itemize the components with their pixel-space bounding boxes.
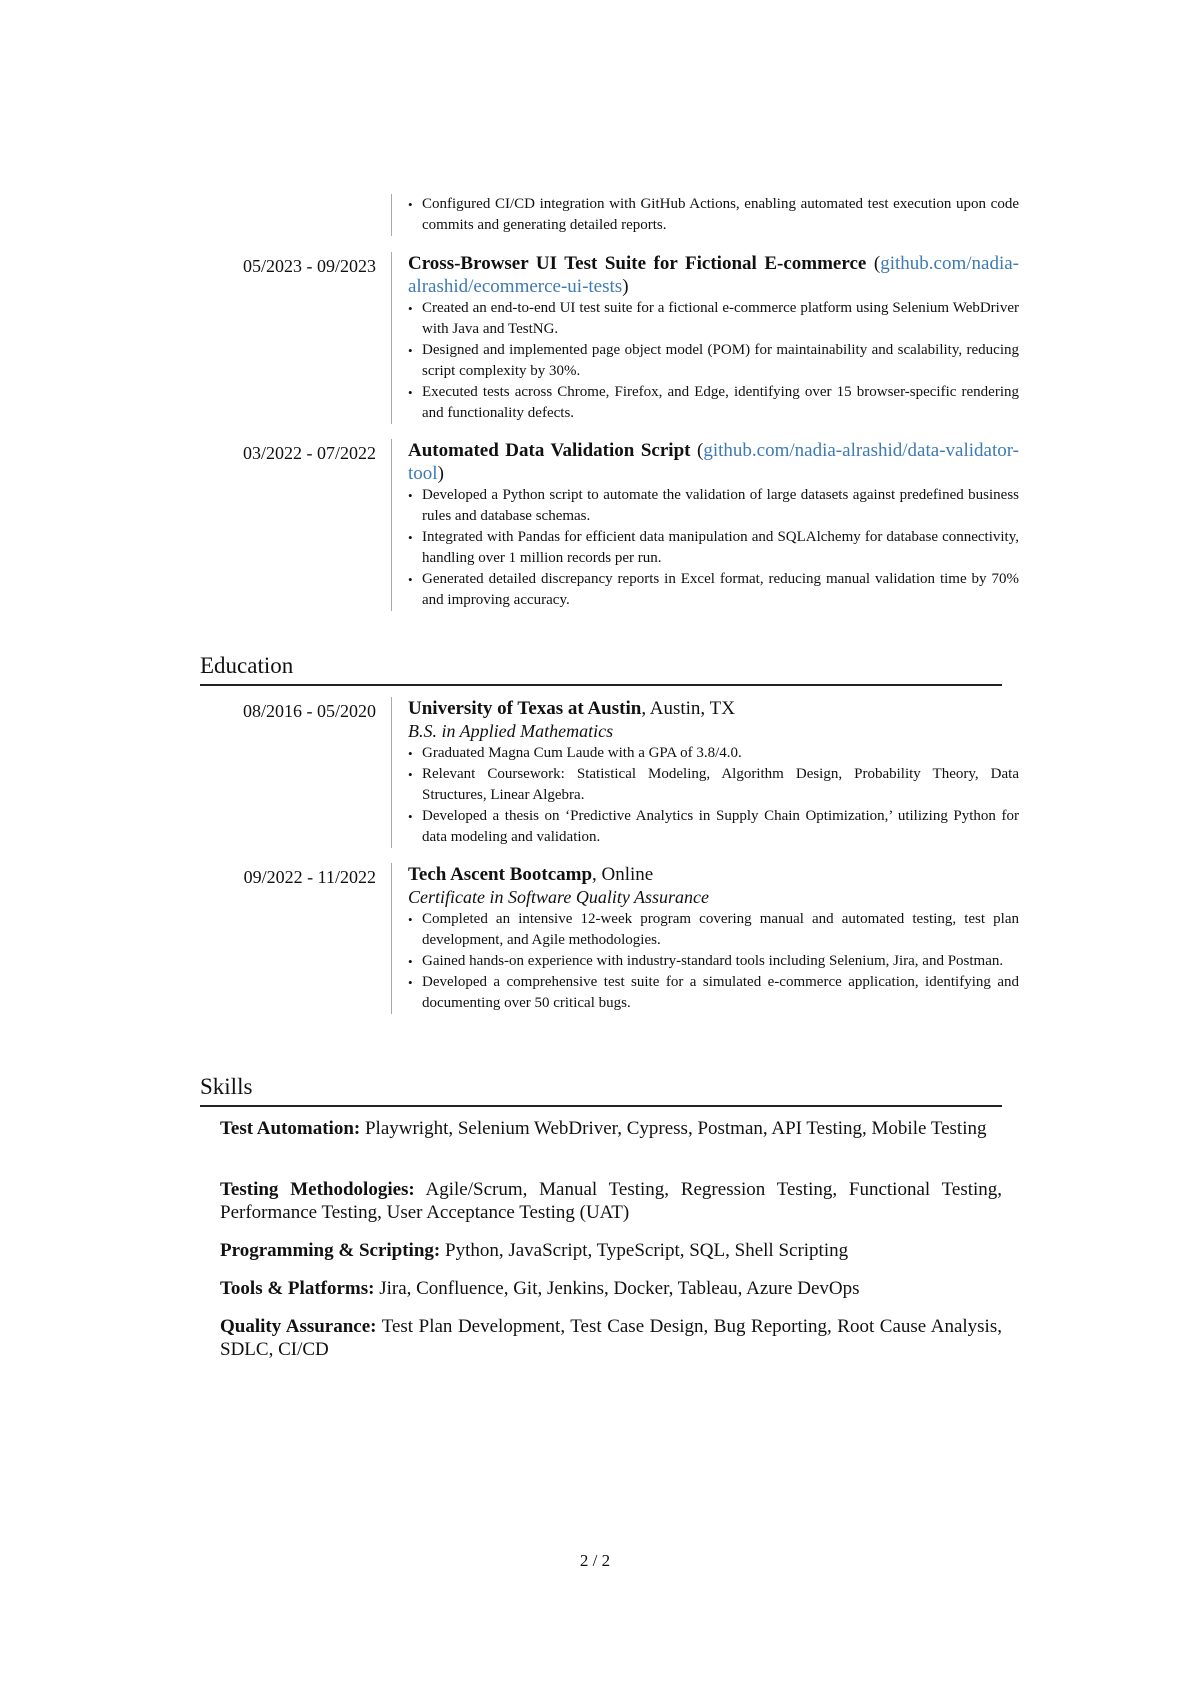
degree: B.S. in Applied Mathematics xyxy=(408,721,614,741)
education-body xyxy=(391,863,1019,1014)
project-body xyxy=(391,252,1019,424)
project-link-wrap: (github.com/nadia-alrashid/data-validator-tool) xyxy=(408,440,1020,484)
skill-value: Test Plan Development, Test Case Design, Bug Reporting, Root Cause Analysis, SDLC, CI/CD xyxy=(220,1316,1002,1360)
skill-label: Quality Assurance: xyxy=(220,1316,377,1337)
institution-location: , Online xyxy=(592,864,654,885)
degree: Certificate in Software Quality Assurance xyxy=(408,887,709,907)
project-body xyxy=(391,194,1019,236)
project-bullets xyxy=(408,298,1019,424)
institution-location: , Austin, TX xyxy=(641,698,735,719)
skill-row xyxy=(220,1315,1002,1361)
project-link[interactable]: github.com/nadia-alrashid/ecommerce-ui-tests xyxy=(408,253,1019,297)
institution-name: University of Texas at Austin xyxy=(408,698,642,719)
bullet-item: • Completed an intensive 12-week program covering manual and automated testing, test plan development, and Agile methodologies. xyxy=(408,909,1019,951)
project-link[interactable]: github.com/nadia-alrashid/data-validator-tool xyxy=(408,440,1020,484)
education-date: 08/2016 - 05/2020 xyxy=(243,701,376,721)
section-heading-skills: Skills xyxy=(200,1073,1002,1107)
skill-row xyxy=(220,1117,1002,1140)
project-date: 05/2023 - 09/2023 xyxy=(243,256,376,276)
skill-value: Agile/Scrum, Manual Testing, Regression Testing, Functional Testing, Performance Testing, User Acceptance Testing (UAT) xyxy=(220,1179,1003,1223)
page-number: 2 / 2 xyxy=(579,1551,611,1570)
project-title xyxy=(408,439,1019,485)
skill-value: Python, JavaScript, TypeScript, SQL, Shell Scripting xyxy=(445,1240,849,1261)
project-bullets xyxy=(408,194,1019,236)
skill-row xyxy=(220,1239,1002,1262)
project-body xyxy=(391,439,1019,611)
education-title xyxy=(408,863,1019,886)
education-title xyxy=(408,697,1019,720)
bullet-item: • Developed a thesis on ‘Predictive Analytics in Supply Chain Optimization,’ utilizing Python for data modeling and validation. xyxy=(408,806,1019,848)
bullet-item: • Developed a Python script to automate the validation of large datasets against predefined business rules and database schemas. xyxy=(408,485,1019,527)
education-bullets xyxy=(408,909,1019,1014)
bullet-item: • Executed tests across Chrome, Firefox, and Edge, identifying over 15 browser-specific rendering and functionality defects. xyxy=(408,382,1019,424)
bullet-item: • Graduated Magna Cum Laude with a GPA of 3.8/4.0. xyxy=(408,743,1019,764)
section-heading-education: Education xyxy=(200,652,1002,686)
bullet-item: • Configured CI/CD integration with GitHub Actions, enabling automated test execution upon code commits and generating detailed reports. xyxy=(408,194,1019,236)
skill-label: Testing Methodologies: xyxy=(220,1179,415,1200)
bullet-item: • Created an end-to-end UI test suite for a fictional e-commerce platform using Selenium WebDriver with Java and TestNG. xyxy=(408,298,1019,340)
project-link-wrap: (github.com/nadia-alrashid/ecommerce-ui-tests) xyxy=(408,253,1019,297)
project-date: 03/2022 - 07/2022 xyxy=(243,443,376,463)
bullet-item: • Generated detailed discrepancy reports in Excel format, reducing manual validation time by 70% and improving accuracy. xyxy=(408,569,1019,611)
project-bullets xyxy=(408,485,1019,611)
project-name: Automated Data Validation Script xyxy=(408,440,691,461)
bullet-item: • Relevant Coursework: Statistical Modeling, Algorithm Design, Probability Theory, Data Structures, Linear Algebra. xyxy=(408,764,1019,806)
skill-label: Test Automation: xyxy=(220,1118,361,1139)
skill-value: Jira, Confluence, Git, Jenkins, Docker, Tableau, Azure DevOps xyxy=(379,1278,860,1299)
education-body xyxy=(391,697,1019,848)
project-name: Cross-Browser UI Test Suite for Fictional E-commerce xyxy=(408,253,867,274)
education-bullets xyxy=(408,743,1019,848)
skill-row xyxy=(220,1178,1002,1224)
bullet-item: • Designed and implemented page object model (POM) for maintainability and scalability, reducing script complexity by 30%. xyxy=(408,340,1019,382)
bullet-item: • Integrated with Pandas for efficient data manipulation and SQLAlchemy for database connectivity, handling over 1 million records per run. xyxy=(408,527,1019,569)
skill-value: Playwright, Selenium WebDriver, Cypress, Postman, API Testing, Mobile Testing xyxy=(364,1118,987,1139)
institution-name: Tech Ascent Bootcamp xyxy=(408,864,593,885)
bullet-item: • Developed a comprehensive test suite for a simulated e-commerce application, identifying and documenting over 50 critical bugs. xyxy=(408,972,1019,1014)
project-title xyxy=(408,252,1019,298)
skill-label: Tools & Platforms: xyxy=(220,1278,375,1299)
skill-row xyxy=(220,1277,1002,1300)
bullet-item: • Gained hands-on experience with industry-standard tools including Selenium, Jira, and Postman. xyxy=(408,951,1019,972)
education-date: 09/2022 - 11/2022 xyxy=(243,867,376,887)
skill-label: Programming & Scripting: xyxy=(220,1240,441,1261)
